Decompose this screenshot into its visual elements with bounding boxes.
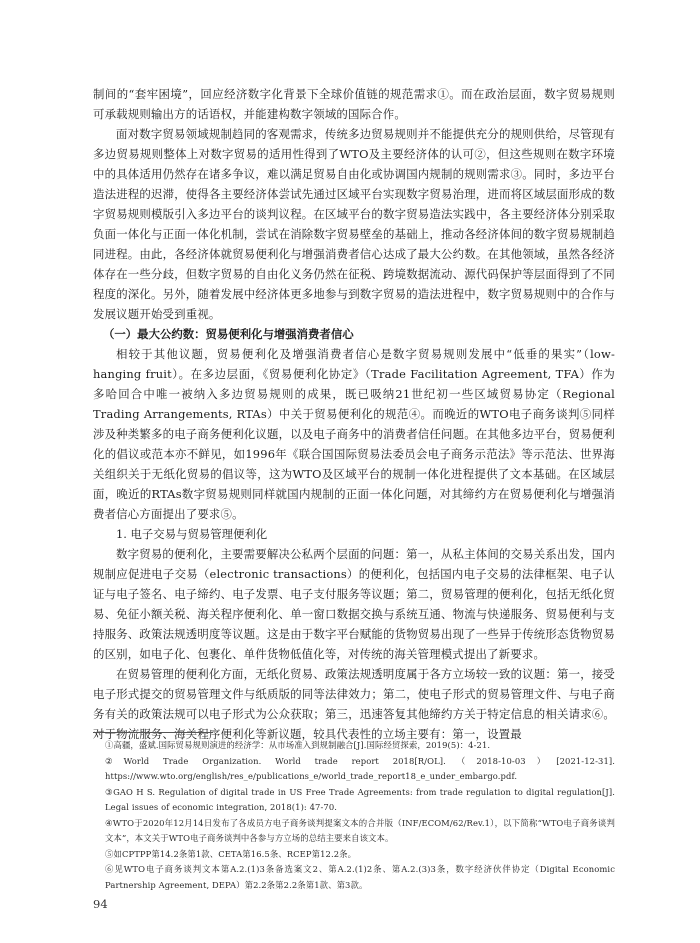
page-number: 94 [93,897,108,911]
footnote: ③GAO H S. Regulation of digital trade in US Free Trade Agreements: from trade regulation to digital regulation[J]. Legal issues of economic integration, 2018(1): 47-70. [105,786,615,812]
subsection-heading: 1. 电子交易与贸易管理便利化 [116,527,268,541]
footnote: ④WTO于2020年12月14日发布了各成员方电子商务谈判提案文本的合并版（INF/ECOM/62/Rev.1），以下简称“WTO电子商务谈判文本”，本文关于WTO电子商务谈判中各参与方立场的总结主要来自该文本。 [105,817,615,843]
section-heading: （一）最大公约数：贸易便利化与增强消费者信心 [103,327,354,341]
footnote: ①高疆，盛斌.国际贸易规则演进的经济学：从市场准入到规制融合[J].国际经贸探索，2019(5)：4-21. [105,740,491,750]
footnote: ⑤如CPTPP第14.2条第1款、CETA第16.5条、RCEP第12.2条。 [105,848,357,859]
paragraph-multilateral-rules: 面对数字贸易领域规制趋同的客观需求，传统多边贸易规则并不能提供充分的规则供给，尽管现有多边贸易规则整体上对数字贸易的适用性得到了WTO及主要经济体的认可②，但这些规则在数字环境中的具体适用仍然存在诸多争议，难以满足贸易自由化或协调国内规制的规则需求③。同时，多边平台造法进程的迟滞，使得各主要经济体尝试先通过区域平台实现数字贸易治理，进而将区域层面形成的数字贸易规则模版引入多边平台的谈判议程。在区域平台的数字贸易造法实践中，各主要经济体分别采取负面一体化与正面一体化机制，尝试在消除数字贸易壁垒的基础上，推动各经济体间的数字贸易规制趋同进程。由此，各经济体就贸易便利化与增强消费者信心达成了最大公约数。在其他领域，虽然各经济体存在一些分歧，但数字贸易的自由化义务仍然在征税、跨境数据流动、源代码保护等层面得到了不同程度的深化。另外，随着发展中经济体更多地参与到数字贸易的造法进程中，数字贸易规则中的合作与发展议题开始受到重视。 [93,127,615,321]
footnote-divider [93,732,213,733]
paragraph-trade-management: 在贸易管理的便利化方面，无纸化贸易、政策法规透明度属于各方立场较一致的议题：第一，接受电子形式提交的贸易管理文件与纸质版的同等法律效力；第二，使电子形式的贸易管理文件、与电子商务有关的政策法规可以电子形式为公众获取；第三，迅速答复其他缔约方关于特定信息的相关请求⑥。对于物流服务、海关程序便利化等新议题，较具代表性的立场主要有：第一，设置最 [93,667,615,741]
paragraph-facilitation: 相较于其他议题，贸易便利化及增强消费者信心是数字贸易规则发展中“低垂的果实”（low-hanging fruit）。在多边层面，《贸易便利化协定》（Trade Facilitation Agreement, TFA）作为多哈回合中唯一被纳入多边贸易规则的成果，既已吸纳21世纪初一些区域贸易协定（Regional Trading Arrangements, RTAs）中关于贸易便利化的规范④。而晚近的WTO电子商务谈判⑤同样涉及种类繁多的电子商务便利化议题，以及电子商务中的消费者信任问题。在其他多边平台，贸易便利化的倡议或范本亦不鲜见，如1996年《联合国国际贸易法委员会电子商务示范法》等示范法、世界海关组织关于无纸化贸易的倡议等，这为WTO及区域平台的规制一体化进程提供了文本基础。在区域层面，晚近的RTAs数字贸易规则同样就国内规制的正面一体化问题，对其缔约方在贸易便利化与增强消费者信心方面提出了要求⑤。 [93,347,615,521]
footnotes [93,738,615,893]
article-body [93,84,615,744]
footnote: ⑥见WTO电子商务谈判文本第A.2.(1)3条备选案文2、第A.2.(1)2条、第A.2.(3)3条，数字经济伙伴协定（Digital Economic Partnership Agreement, DEPA）第2.2条第2.2条第1款、第3款。 [105,864,615,890]
paragraph-continued: 制间的“套牢困境”，回应经济数字化背景下全球价值链的规范需求①。而在政治层面，数字贸易规则可承载规则输出方的话语权，并能建构数字领域的国际合作。 [93,87,615,121]
paragraph-two-levels: 数字贸易的便利化，主要需要解决公私两个层面的问题：第一，从私主体间的交易关系出发，国内规制应促进电子交易（electronic transactions）的便利化，包括国内电子交易的法律框架、电子认证与电子签名、电子缔约、电子发票、电子支付服务等议题；第二，贸易管理的便利化，包括无纸化贸易、免征小额关税、海关程序便利化、单一窗口数据交换与系统互通、物流与快递服务、贸易便利与支持服务、政策法规透明度等议题。这是由于数字平台赋能的货物贸易出现了一些异于传统形态货物贸易的区别，如电子化、包裹化、单件货物低值化等，对传统的海关管理模式提出了新要求。 [93,547,615,661]
footnote: ②World Trade Organization. World trade report 2018[R/OL].（2018-10-03）[2021-12-31]. https://www.wto.org/english/res_e/publications_e/world_trade_report18_e_under_embargo.pdf. [105,755,615,781]
